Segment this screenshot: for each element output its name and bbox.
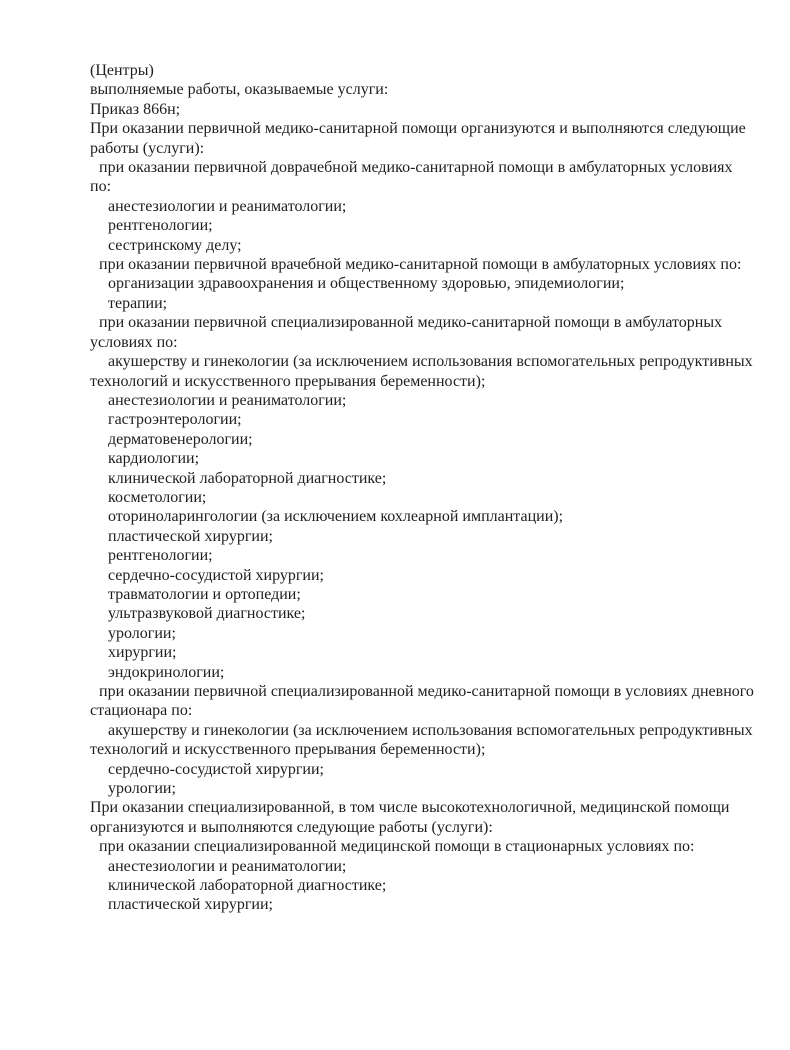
document-line: дерматовенерологии; bbox=[108, 430, 253, 448]
document-line: (Центры) bbox=[90, 62, 154, 79]
document-line: работы (услуги): bbox=[90, 139, 205, 157]
document-line: рентгенологии; bbox=[108, 217, 213, 235]
document-line: терапии; bbox=[108, 294, 168, 312]
document-line: травматологии и ортопедии; bbox=[108, 585, 301, 603]
document-line: При оказании специализированной, в том числе высокотехнологичной, медицинской помощи bbox=[90, 799, 730, 817]
document-line: технологий и искусственного прерывания беременности); bbox=[90, 372, 486, 390]
document-line: при оказании первичной доврачебной медико-санитарной помощи в амбулаторных условиях bbox=[99, 159, 733, 177]
document-line: условиях по: bbox=[90, 333, 178, 351]
document-line: анестезиологии и реаниматологии; bbox=[108, 197, 347, 215]
document-line: организации здравоохранения и общественному здоровью, эпидемиологии; bbox=[108, 275, 625, 293]
document-line: клинической лабораторной диагностике; bbox=[108, 877, 387, 895]
document-line: сестринскому делу; bbox=[108, 236, 242, 254]
document-line: хирургии; bbox=[108, 644, 177, 662]
document-line: анестезиологии и реаниматологии; bbox=[108, 857, 347, 875]
document-line: по: bbox=[90, 178, 112, 196]
document-line: урологии; bbox=[108, 624, 176, 642]
document-line: акушерству и гинекологии (за исключением использования вспомогательных репродуктивных bbox=[108, 721, 753, 739]
document-line: при оказании первичной специализированной медико-санитарной помощи в амбулаторных bbox=[99, 314, 723, 332]
document-line: сердечно-сосудистой хирургии; bbox=[108, 566, 324, 584]
document-line: организуются и выполняются следующие работы (услуги): bbox=[90, 818, 493, 836]
document-line: Приказ 866н; bbox=[90, 100, 181, 118]
document-line: ультразвуковой диагностике; bbox=[108, 605, 306, 623]
document-line: пластической хирургии; bbox=[108, 527, 273, 545]
document-line: стационара по: bbox=[90, 702, 193, 720]
document-line: кардиологии; bbox=[108, 450, 200, 468]
document-line: технологий и искусственного прерывания беременности); bbox=[90, 741, 486, 759]
document-line: При оказании первичной медико-санитарной помощи организуются и выполняются следующие bbox=[90, 120, 746, 138]
document-line: при оказании специализированной медицинской помощи в стационарных условиях по: bbox=[99, 838, 695, 856]
document-line: при оказании первичной специализированной медико-санитарной помощи в условиях дневного bbox=[99, 683, 754, 700]
document-line: клинической лабораторной диагностике; bbox=[108, 469, 387, 487]
document-line: акушерству и гинекологии (за исключением использования вспомогательных репродуктивных bbox=[108, 353, 753, 371]
document-line: при оказании первичной врачебной медико-санитарной помощи в амбулаторных условиях по: bbox=[99, 256, 742, 274]
document-line: оториноларингологии (за исключением кохлеарной имплантации); bbox=[108, 508, 564, 526]
document-line: косметологии; bbox=[108, 488, 207, 506]
document-line: урологии; bbox=[108, 780, 176, 798]
document-line: рентгенологии; bbox=[108, 547, 213, 565]
document-line: сердечно-сосудистой хирургии; bbox=[108, 760, 324, 778]
document-line: гастроэнтерологии; bbox=[108, 411, 242, 429]
document-line: эндокринологии; bbox=[108, 663, 225, 681]
document-line: выполняемые работы, оказываемые услуги: bbox=[90, 81, 389, 99]
document-line: анестезиологии и реаниматологии; bbox=[108, 391, 347, 409]
document-text bbox=[90, 61, 786, 915]
document-line: пластической хирургии; bbox=[108, 896, 273, 914]
